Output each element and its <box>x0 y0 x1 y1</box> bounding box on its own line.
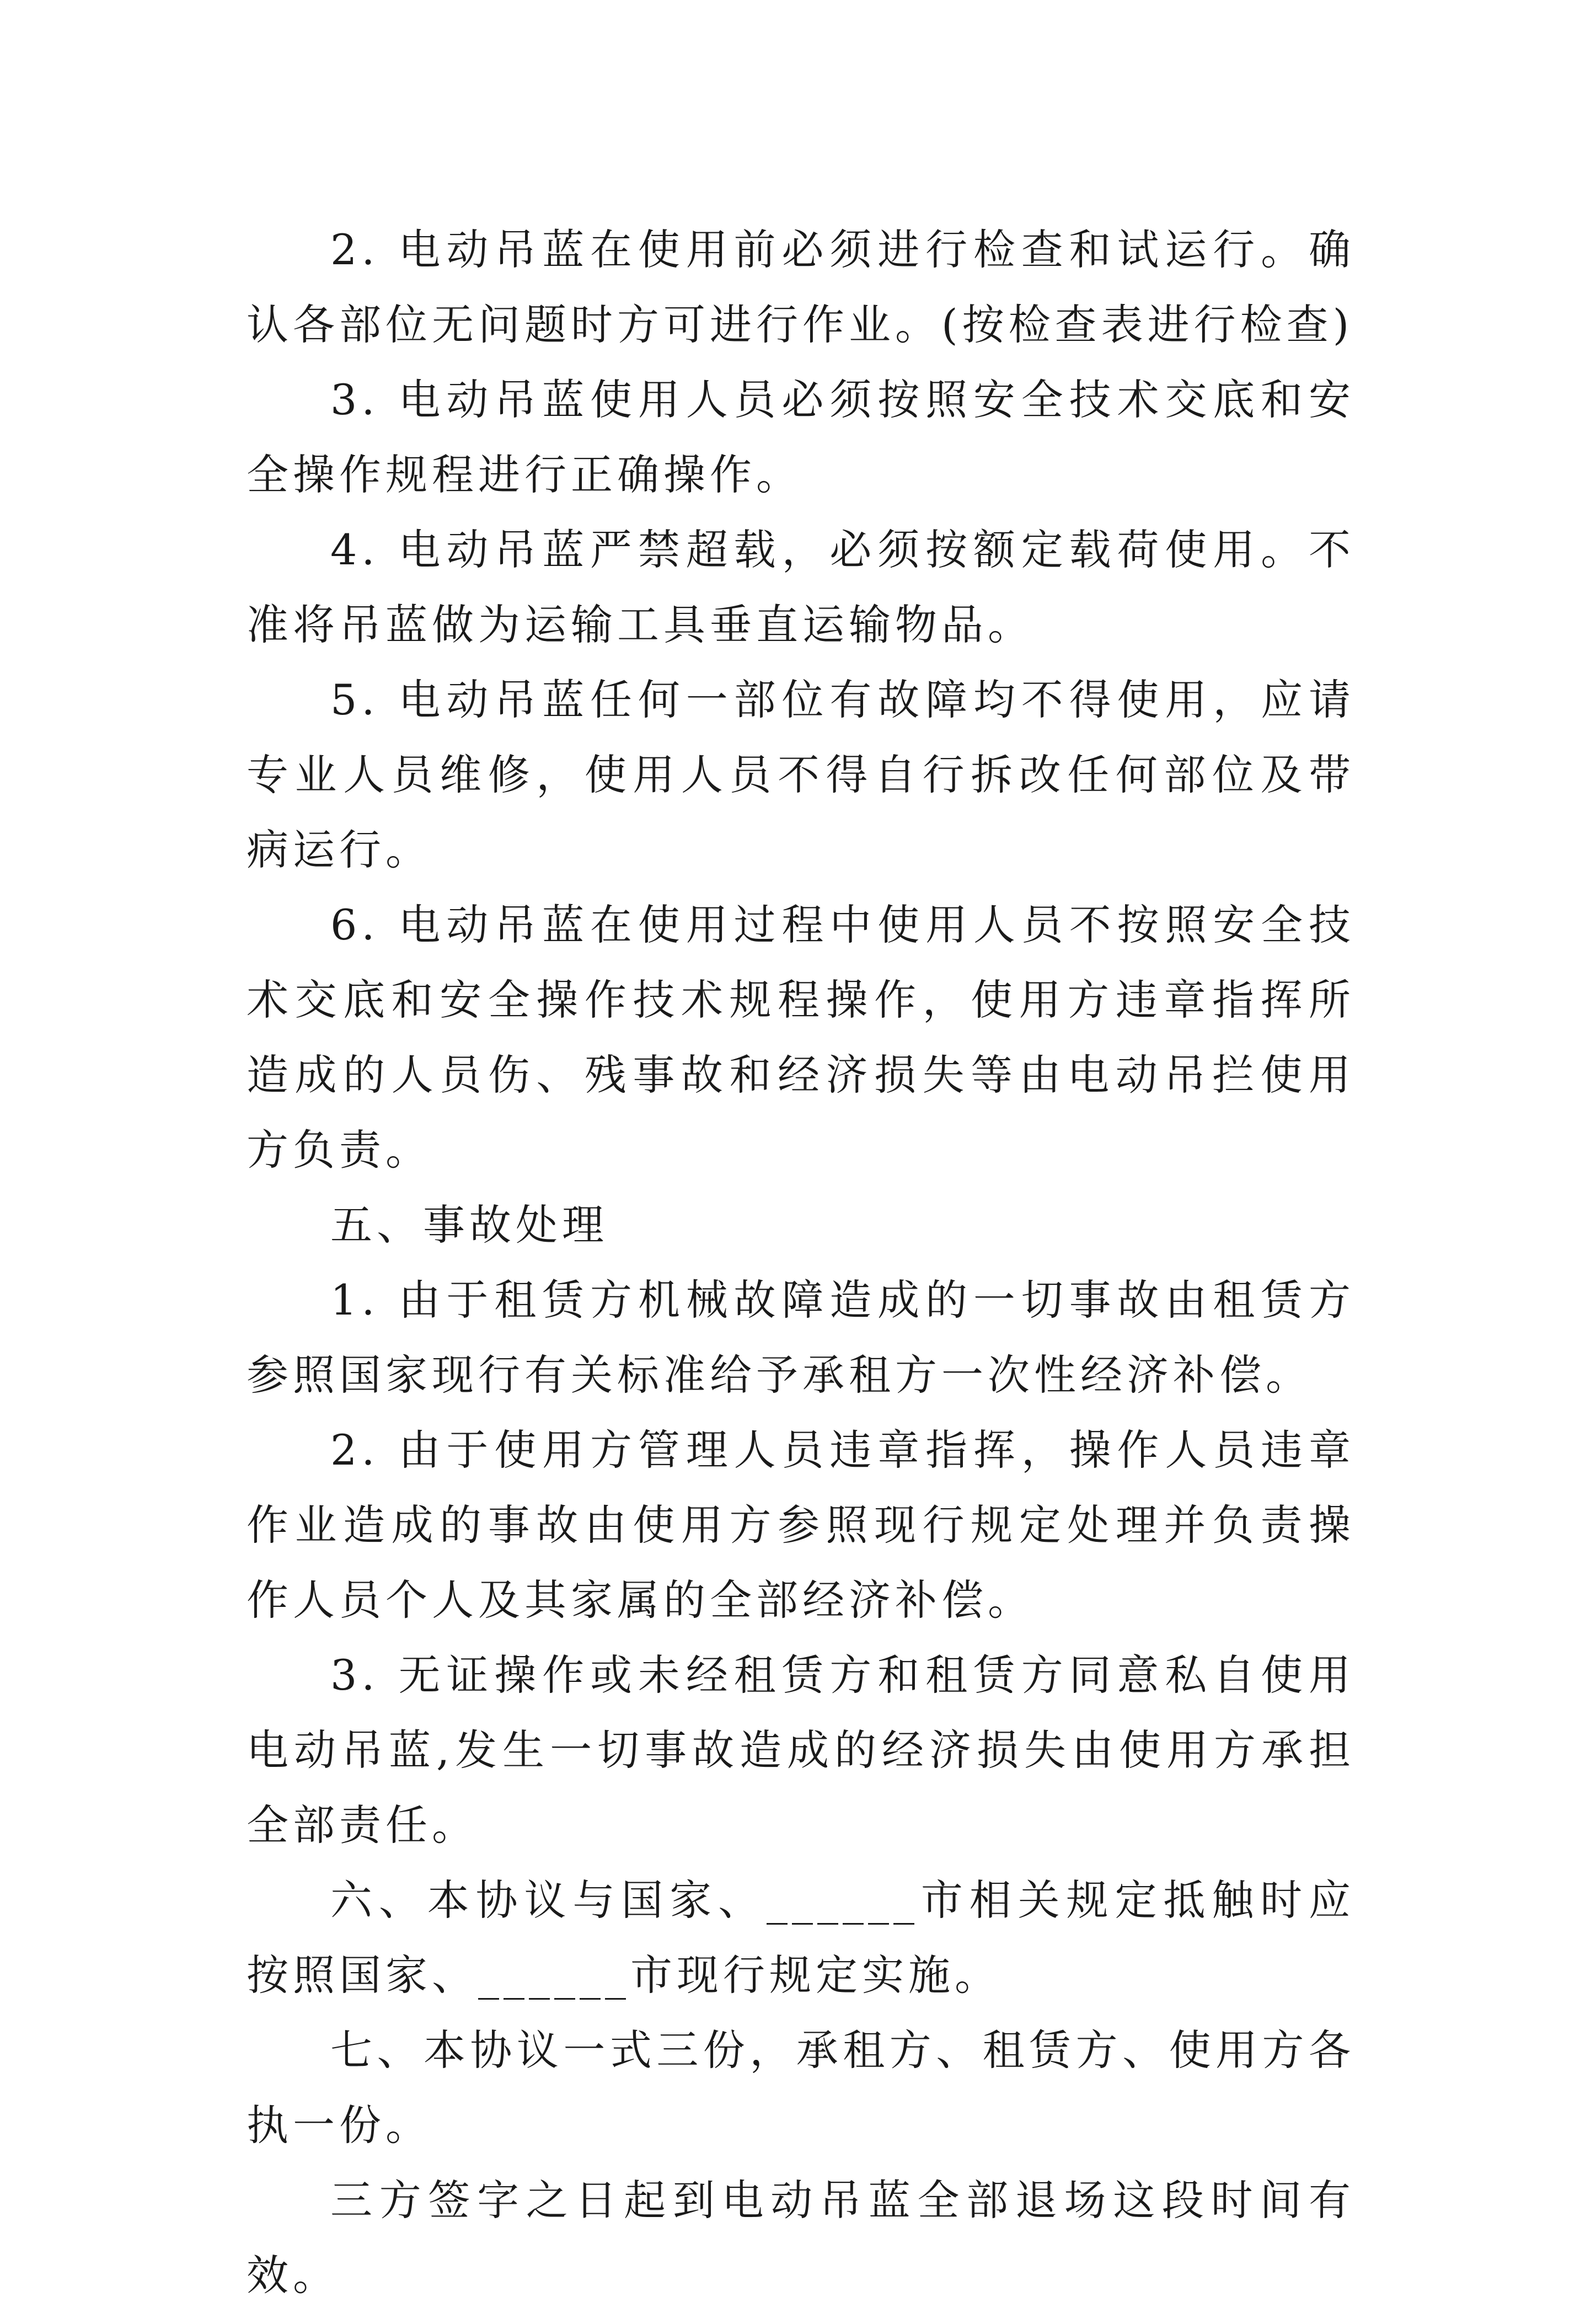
paragraph-overload: 4. 电动吊蓝严禁超载，必须按额定载荷使用。不准将吊蓝做为运输工具垂直运输物品。 <box>247 525 1355 649</box>
section-heading-accident: 五、事故处理 <box>330 1200 608 1249</box>
paragraph-validity: 三方签字之日起到电动吊蓝全部退场这段时间有效。 <box>247 2176 1355 2300</box>
paragraph-lessor-fault: 1. 由于租赁方机械故障造成的一切事故由租赁方参照国家现行有关标准给予承租方一次性经济补偿。 <box>247 1275 1355 1399</box>
paragraph-unlicensed: 3. 无证操作或未经租赁方和租赁方同意私自使用电动吊蓝,发生一切事故造成的经济损失由使用方承担全部责任。 <box>247 1650 1355 1850</box>
section-regulations: 六、本协议与国家、______市相关规定抵触时应按照国家、______市现行规定实施。 <box>247 1876 1355 2000</box>
paragraph-inspection: 2. 电动吊蓝在使用前必须进行检查和试运行。确认各部位无问题时方可进行作业。(按检查表进行检查) <box>247 225 1355 349</box>
paragraph-liability: 6. 电动吊蓝在使用过程中使用人员不按照安全技术交底和安全操作技术规程操作，使用方违章指挥所造成的人员伤、残事故和经济损失等由电动吊拦使用方负责。 <box>247 900 1355 1174</box>
paragraph-user-violation: 2. 由于使用方管理人员违章指挥，操作人员违章作业造成的事故由使用方参照现行规定处理并负责操作人员个人及其家属的全部经济补偿。 <box>247 1425 1355 1625</box>
document-body <box>247 212 1355 2313</box>
section-copies: 七、本协议一式三份，承租方、租赁方、使用方各执一份。 <box>247 2026 1355 2150</box>
paragraph-operation: 3. 电动吊蓝使用人员必须按照安全技术交底和安全操作规程进行正确操作。 <box>247 375 1355 499</box>
paragraph-fault: 5. 电动吊蓝任何一部位有故障均不得使用，应请专业人员维修，使用人员不得自行拆改任何部位及带病运行。 <box>247 675 1355 874</box>
